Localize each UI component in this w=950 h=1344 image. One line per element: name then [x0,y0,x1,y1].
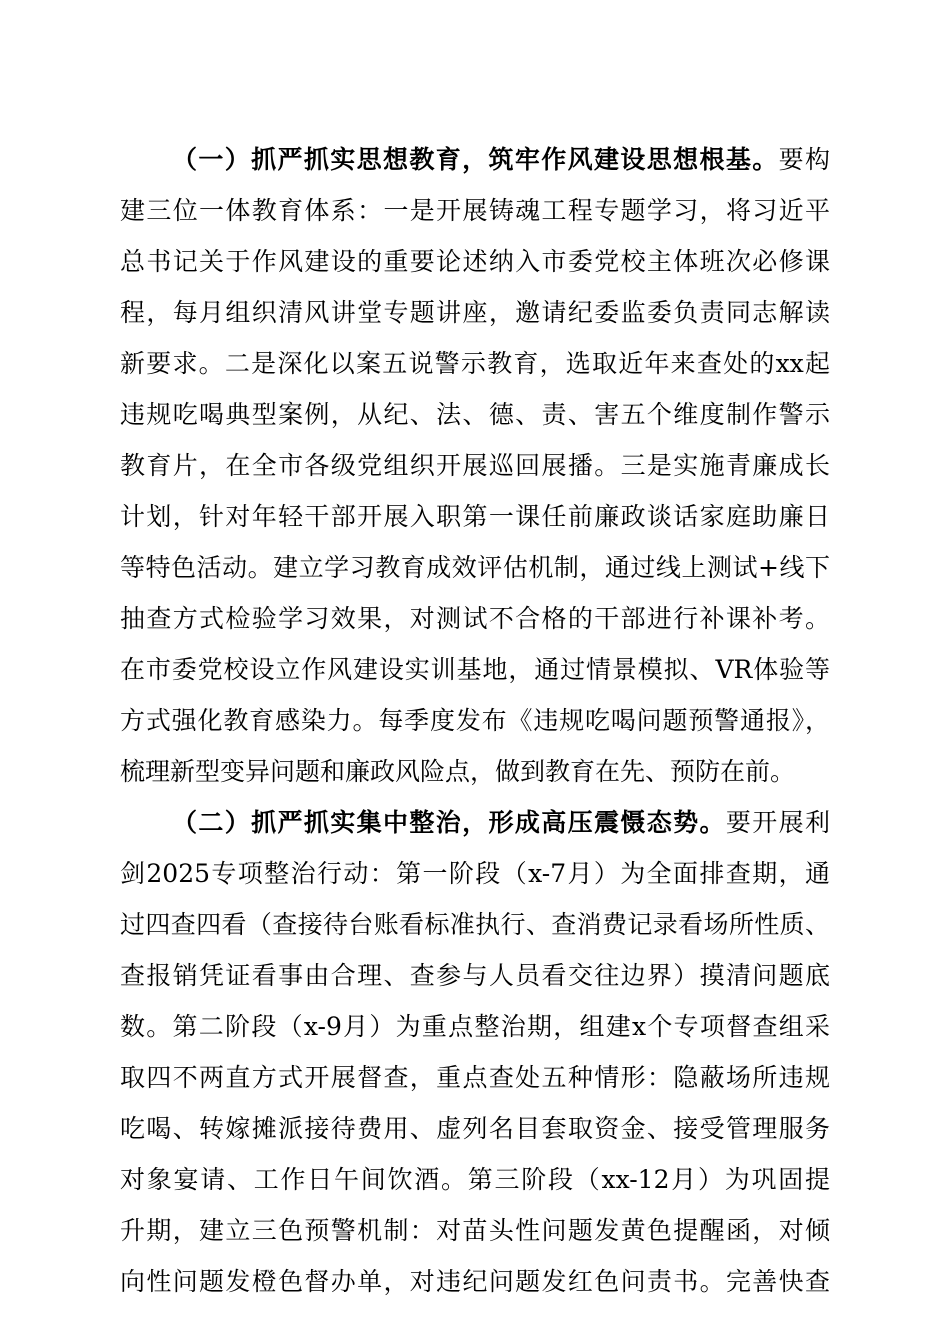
paragraph-1-line-2: 建三位一体教育体系：一是开展铸魂工程专题学习，将习近平 [120,196,830,225]
paragraph-2-line-3: 过四查四看（查接待台账看标准执行、查消费记录看场所性质、 [120,910,830,939]
paragraph-1-heading: （一）抓严抓实思想教育，筑牢作风建设思想根基。 [172,145,779,174]
paragraph-1-line-4: 程，每月组织清风讲堂专题讲座，邀请纪委监委负责同志解读 [120,298,830,327]
paragraph-1-line-8: 计划，针对年轻干部开展入职第一课任前廉政谈话家庭助廉日 [120,502,830,531]
paragraph-1-line-11: 在市委党校设立作风建设实训基地，通过情景模拟、VR体验等 [120,655,830,684]
paragraph-2-text: 要开展利 [725,808,830,837]
paragraph-2-line-4: 查报销凭证看事由合理、查参与人员看交往边界）摸清问题底 [120,961,830,990]
paragraph-1-line-9: 等特色活动。建立学习教育成效评估机制，通过线上测试+线下 [120,553,830,582]
paragraph-1-line-1 [172,137,830,183]
paragraph-1-line-6: 违规吃喝典型案例，从纪、法、德、责、害五个维度制作警示 [120,400,830,429]
paragraph-2-line-1 [172,800,830,846]
paragraph-1-text: 要构 [778,145,830,174]
paragraph-1-line-13: 梳理新型变异问题和廉政风险点，做到教育在先、预防在前。 [120,757,796,786]
paragraph-2-line-7: 吃喝、转嫁摊派接待费用、虚列名目套取资金、接受管理服务 [120,1114,830,1143]
paragraph-1-line-7: 教育片，在全市各级党组织开展巡回展播。三是实施青廉成长 [120,451,830,480]
paragraph-2-line-9: 升期，建立三色预警机制：对苗头性问题发黄色提醒函，对倾 [120,1216,830,1245]
paragraph-2-line-6: 取四不两直方式开展督查，重点查处五种情形：隐蔽场所违规 [120,1063,830,1092]
paragraph-2-line-8: 对象宴请、工作日午间饮酒。第三阶段（xx-12月）为巩固提 [120,1165,830,1194]
paragraph-2-heading: （二）抓严抓实集中整治，形成高压震慑态势。 [172,808,726,837]
paragraph-1-line-10: 抽查方式检验学习效果，对测试不合格的干部进行补课补考。 [120,604,830,633]
paragraph-2-line-5: 数。第二阶段（x-9月）为重点整治期，组建x个专项督查组采 [120,1012,830,1041]
paragraph-2-line-10: 向性问题发橙色督办单，对违纪问题发红色问责书。完善快查 [120,1267,830,1296]
paragraph-1-line-3: 总书记关于作风建设的重要论述纳入市委党校主体班次必修课 [120,247,830,276]
paragraph-1-line-5: 新要求。二是深化以案五说警示教育，选取近年来查处的xx起 [120,349,830,378]
paragraph-2-line-2: 剑2025专项整治行动：第一阶段（x-7月）为全面排查期，通 [120,859,830,888]
paragraph-1-line-12: 方式强化教育感染力。每季度发布《违规吃喝问题预警通报》， [120,706,830,735]
